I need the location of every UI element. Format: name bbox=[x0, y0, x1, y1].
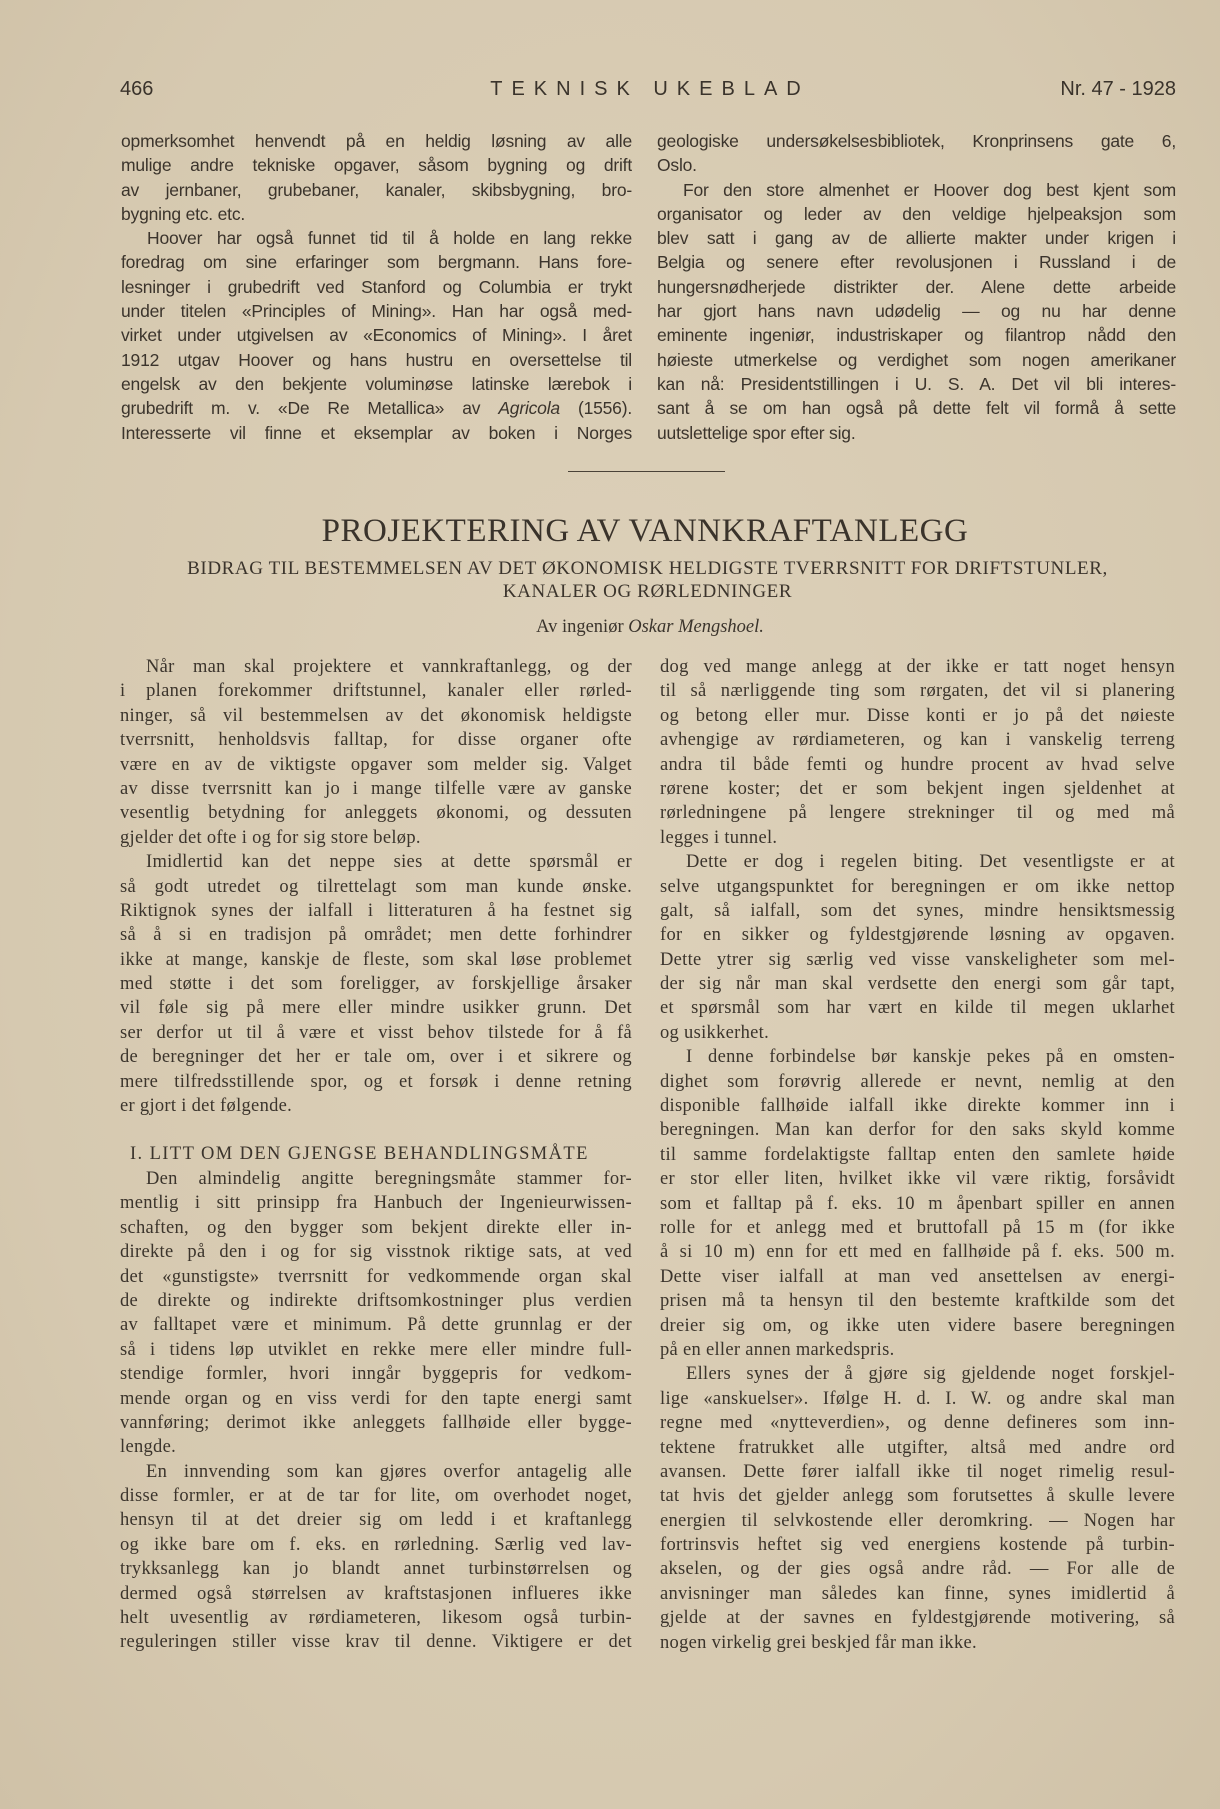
text-line: tverrsnitt, henholdsvis falltap, for disse organer ofte bbox=[120, 730, 632, 751]
text-line: galt, så ialfall, som det synes, mindre hensiktsmessig bbox=[660, 900, 1175, 921]
text-line: uutslettelige spor efter sig. bbox=[657, 422, 856, 443]
paragraph bbox=[660, 1362, 1175, 1655]
text-line: rolle for et anlegg med et bruttofall på 15 m (for ikke bbox=[660, 1217, 1175, 1238]
text-line: En innvending som kan gjøres overfor antagelig alle bbox=[146, 1461, 632, 1482]
text-line: til så nærliggende ting som rørgaten, det vil si planering bbox=[660, 681, 1175, 702]
text-line: det «gunstigste» tverrsnitt for vedkommende organ skal bbox=[120, 1266, 632, 1287]
text-line: Imidlertid kan det neppe sies at dette spørsmål er bbox=[146, 852, 632, 873]
text-line: lesninger i grubedrift ved Stanford og Columbia er trykt bbox=[121, 276, 632, 297]
text-line: så godt utredet og tilrettelagt som man kunde ønske. bbox=[120, 876, 632, 897]
text-line: dighet som forøvrig allerede er nevnt, nemlig at den bbox=[660, 1071, 1175, 1092]
text-line: på en eller annen markedspris. bbox=[660, 1339, 895, 1360]
text-line: Den almindelig angitte beregningsmåte stammer for- bbox=[146, 1169, 632, 1189]
text-line: i planen forekommer driftstunnel, kanaler eller rørled- bbox=[120, 681, 632, 702]
text-line: opmerksomhet henvendt på en heldig løsning av alle bbox=[121, 131, 632, 151]
text-line: vil føle sig på mere eller mindre usikker grunn. Det bbox=[120, 998, 632, 1019]
text-line bbox=[121, 396, 632, 420]
text-line: og usikkerhet. bbox=[660, 1022, 770, 1043]
text-segment: grubedrift m. v. «De Re Metallica» av bbox=[121, 398, 499, 419]
text-line: sant å se om han også på dette felt vil formå å sette bbox=[657, 398, 1176, 419]
paragraph bbox=[121, 129, 632, 226]
text-line: de beregninger det her er tale om, over i et sikrere og bbox=[120, 1047, 632, 1068]
text-line: 1912 utgav Hoover og hans hustru en oversettelse til bbox=[121, 349, 632, 370]
text-line: nogen virkelig grei beskjed får man ikke. bbox=[660, 1632, 977, 1653]
text-line: ninger, så vil bestemmelsen av det økonomisk heldigste bbox=[120, 705, 632, 726]
text-line: tektene fratrukket alle utgifter, altså med andre ord bbox=[660, 1437, 1175, 1458]
paragraph bbox=[657, 178, 1176, 445]
paragraph bbox=[120, 1167, 632, 1460]
section-divider bbox=[568, 471, 725, 472]
text-line: og ikke bare om f. eks. en rørledning. Særlig ved lav- bbox=[120, 1534, 632, 1555]
text-line: disponible fallhøide ialfall ikke direkte kommer inn i bbox=[660, 1096, 1175, 1117]
text-line: under titelen «Principles of Mining». Han har også med- bbox=[121, 301, 632, 322]
text-line: schaften, og den bygger som bekjent direkte eller in- bbox=[120, 1217, 632, 1238]
byline bbox=[0, 615, 1220, 639]
text-line: Når man skal projektere et vannkraftanlegg, og der bbox=[146, 657, 632, 677]
paragraph bbox=[660, 655, 1175, 850]
text-line: være en av de viktigste opgaver som melder sig. Valget bbox=[120, 754, 632, 775]
text-line: geologiske undersøkelsesbibliotek, Kronprinsens gate 6, bbox=[657, 131, 1176, 151]
text-line: de direkte og indirekte driftsomkostninger plus verdien bbox=[120, 1290, 632, 1311]
issue-number: Nr. 47 - 1928 bbox=[1060, 78, 1176, 100]
article-subtitle-line-1: BIDRAG TIL BESTEMMELSEN AV DET ØKONOMISK HELDIGSTE TVERRSNITT FOR DRIFTSTUNLER, bbox=[187, 558, 1108, 579]
paragraph bbox=[660, 1045, 1175, 1362]
text-line: så å si en tradisjon på området; men dette forhindrer bbox=[120, 925, 632, 946]
text-line: helt uvesentlig av rørdiameteren, likesom også turbin- bbox=[120, 1608, 632, 1629]
text-line: akselen, og der gies også andre råd. — For alle de bbox=[660, 1559, 1175, 1580]
text-line: prisen må ta hensyn til den bestemte kraftkilde som det bbox=[660, 1291, 1175, 1312]
text-line: mere tilfredsstillende spor, og et forsøk i denne retning bbox=[120, 1071, 632, 1092]
text-line: til samme fordelaktigste falltap enten den samlete høide bbox=[660, 1144, 1175, 1165]
text-line: selve utgangspunktet for beregningen er om ikke nettop bbox=[660, 876, 1175, 897]
paragraph bbox=[120, 850, 632, 1118]
paragraph bbox=[120, 655, 632, 850]
text-line: Ellers synes der å gjøre sig gjeldende noget forskjel- bbox=[686, 1364, 1175, 1385]
paragraph bbox=[657, 129, 1176, 178]
text-line: stendige formler, hvori inngår byggepris for vedkom- bbox=[120, 1364, 632, 1385]
text-line: vannføring; derimot ikke anleggets fallhøide eller bygge- bbox=[120, 1412, 632, 1433]
text-line: direkte på den i og for sig visstnok riktige sats, at ved bbox=[120, 1242, 632, 1263]
text-line: av falltapet være et minimum. På dette grunnlag er der bbox=[120, 1315, 632, 1336]
section-heading: I. LITT OM DEN GJENGSE BEHANDLINGSMÅTE bbox=[130, 1144, 589, 1164]
byline-author: Oskar Mengshoel. bbox=[628, 617, 764, 637]
text-line: tat hvis det gjelder anlegg som forutsettes å skulle levere bbox=[660, 1486, 1175, 1507]
text-line: legges i tunnel. bbox=[660, 827, 778, 848]
text-line: og betong eller mur. Disse konti er jo på det nøieste bbox=[660, 705, 1175, 726]
text-line: Dette er dog i regelen biting. Det vesentligste er at bbox=[686, 852, 1175, 873]
text-line: så i tidens løp utviklet en rekke mere eller mindre full- bbox=[120, 1339, 632, 1360]
text-line: et spørsmål som har vært en kilde til megen uklarhet bbox=[660, 998, 1175, 1019]
text-line: gjelde at der savnes en fyldestgjørende motivering, så bbox=[660, 1608, 1175, 1629]
page-number: 466 bbox=[120, 78, 154, 100]
text-line: lige «anskuelser». Ifølge H. d. I. W. og andre skal man bbox=[660, 1388, 1175, 1409]
text-line: Riktignok synes der ialfall i litteraturen å ha festnet sig bbox=[120, 900, 632, 921]
text-segment: (1556). bbox=[559, 398, 632, 419]
paragraph bbox=[120, 1460, 632, 1655]
byline-prefix: Av ingeniør bbox=[536, 617, 624, 637]
text-line: med støtte i det som foreligger, av forskjellige årsaker bbox=[120, 974, 632, 995]
text-line: dreier sig om, og ikke uten videre basere beregningen bbox=[660, 1315, 1175, 1336]
text-line: engelsk av den bekjente voluminøse latinske lærebok i bbox=[121, 373, 632, 394]
text-line: I denne forbindelse bør kanskje pekes på en omsten- bbox=[686, 1047, 1175, 1068]
article-title: PROJEKTERING AV VANNKRAFTANLEGG bbox=[321, 513, 969, 549]
text-line: er gjort i det følgende. bbox=[120, 1096, 293, 1117]
previous-article-right-column bbox=[657, 129, 1176, 445]
text-line: er stor eller liten, hvilket ikke vil være riktig, forsåvidt bbox=[660, 1169, 1175, 1190]
text-line: beregningen. Man kan derfor for den saks skyld komme bbox=[660, 1120, 1175, 1141]
text-line: av disse tverrsnitt kan jo i mange tilfelle være av ganske bbox=[120, 778, 632, 799]
text-line: som et falltap på f. eks. 10 m åpenbart spiller en annen bbox=[660, 1193, 1175, 1214]
text-line: bygning etc. etc. bbox=[121, 203, 246, 224]
text-line: disse formler, er at de tar for lite, om overhodet noget, bbox=[120, 1486, 632, 1507]
text-line: anvisninger man således kan finne, synes imidlertid å bbox=[660, 1583, 1175, 1604]
text-line: andra til både femti og hundre procent av hvad selve bbox=[660, 754, 1175, 775]
text-line: mende organ og en viss verdi for den tapte energi samt bbox=[120, 1388, 632, 1409]
text-line: avhengige av rørdiameteren, og kan i vanskelig terreng bbox=[660, 730, 1175, 751]
text-line: Oslo. bbox=[657, 155, 697, 176]
text-line: har gjort hans navn udødelig — og nu har denne bbox=[657, 301, 1176, 322]
text-line: eminente ingeniør, industriskaper og filantrop nådd den bbox=[657, 325, 1176, 346]
italic-text: Agricola bbox=[498, 398, 560, 419]
text-line: ser derfor ut til å være et visst behov tilstede for å få bbox=[120, 1022, 632, 1043]
paragraph bbox=[121, 226, 632, 445]
text-line: hensyn til at det dreier sig om ledd i et kraftanlegg bbox=[120, 1510, 632, 1531]
article-right-column bbox=[660, 655, 1175, 1655]
text-line: hungersnødherjede distrikter der. Alene dette arbeide bbox=[657, 276, 1176, 297]
journal-title: TEKNISK UKEBLAD bbox=[490, 78, 810, 100]
article-left-column-intro bbox=[120, 655, 632, 1118]
text-line: høieste utmerkelse og verdighet som nogen amerikaner bbox=[657, 349, 1176, 370]
text-line: foredrag om sine erfaringer som bergmann. Hans fore- bbox=[121, 252, 632, 273]
text-line: mentlig i sitt prinsipp fra Hanbuch der Ingenieurwissen- bbox=[120, 1193, 632, 1214]
text-line: Dette ytrer sig særlig ved visse vanskeligheter som mel- bbox=[660, 949, 1175, 970]
text-line: trykksanlegg kan jo blandt annet turbinstørrelsen og bbox=[120, 1559, 632, 1580]
text-line: fortrinsvis heftet sig ved energiens kostende på turbin- bbox=[660, 1535, 1175, 1556]
text-line: reguleringen stiller visse krav til denne. Viktigere er det bbox=[120, 1632, 632, 1653]
text-line: ikke at mange, kanskje de fleste, som skal løse problemet bbox=[120, 949, 632, 970]
text-line: energien til selvkostende eller deromkring. — Nogen har bbox=[660, 1510, 1175, 1531]
text-line: Belgia og senere efter revolusjonen i Russland i de bbox=[657, 252, 1176, 273]
text-line: Interesserte vil finne et eksemplar av boken i Norges bbox=[121, 422, 632, 443]
text-line: kan nå: Presidentstillingen i U. S. A. Det vil bli interes- bbox=[657, 373, 1176, 394]
article-left-column-section bbox=[120, 1167, 632, 1655]
text-line: der sig når man skal verdsette den energi som går tapt, bbox=[660, 974, 1175, 995]
text-line: For den store almenhet er Hoover dog best kjent som bbox=[683, 179, 1176, 200]
text-line: avansen. Dette fører ialfall ikke til noget rimelig resul- bbox=[660, 1461, 1175, 1482]
text-line: vesentlig betydning for anleggets økonomi, og dessuten bbox=[120, 803, 632, 824]
text-line: for en sikker og fyldestgjørende løsning av opgaven. bbox=[660, 925, 1175, 946]
text-line: dermed også størrelsen av kraftstasjonen influeres ikke bbox=[120, 1583, 632, 1604]
article-subtitle-line-2: KANALER OG RØRLEDNINGER bbox=[502, 581, 793, 602]
text-line: å si 10 m) enn for ett med en fallhøide på f. eks. 500 m. bbox=[660, 1242, 1175, 1263]
text-line: av jernbaner, grubebaner, kanaler, skibsbygning, bro- bbox=[121, 179, 632, 200]
text-line: organisator og leder av den veldige hjelpeaksjon som bbox=[657, 203, 1176, 224]
text-line: dog ved mange anlegg at der ikke er tatt noget hensyn bbox=[660, 657, 1175, 677]
text-line: gjelder det ofte i og for sig store beløp. bbox=[120, 827, 421, 848]
text-line: Dette viser ialfall at man ved ansettelsen av energi- bbox=[660, 1266, 1175, 1287]
text-line: regne med «nytteverdien», og denne defineres som inn- bbox=[660, 1413, 1175, 1434]
text-line: mulige andre tekniske opgaver, såsom bygning og drift bbox=[121, 155, 632, 176]
text-line: virket under utgivelsen av «Economics of Mining». I året bbox=[121, 325, 632, 346]
paragraph bbox=[660, 850, 1175, 1045]
text-line: Hoover har også funnet tid til å holde en lang rekke bbox=[147, 228, 632, 249]
previous-article-left-column bbox=[121, 129, 632, 445]
text-line: lengde. bbox=[120, 1437, 177, 1458]
text-line: rørene koster; det er som bekjent ingen sjeldenhet at bbox=[660, 778, 1175, 799]
text-line: rørledningene på lengere strekninger til og med må bbox=[660, 803, 1175, 824]
text-line: blev satt i gang av de allierte makter under krigen i bbox=[657, 228, 1176, 249]
